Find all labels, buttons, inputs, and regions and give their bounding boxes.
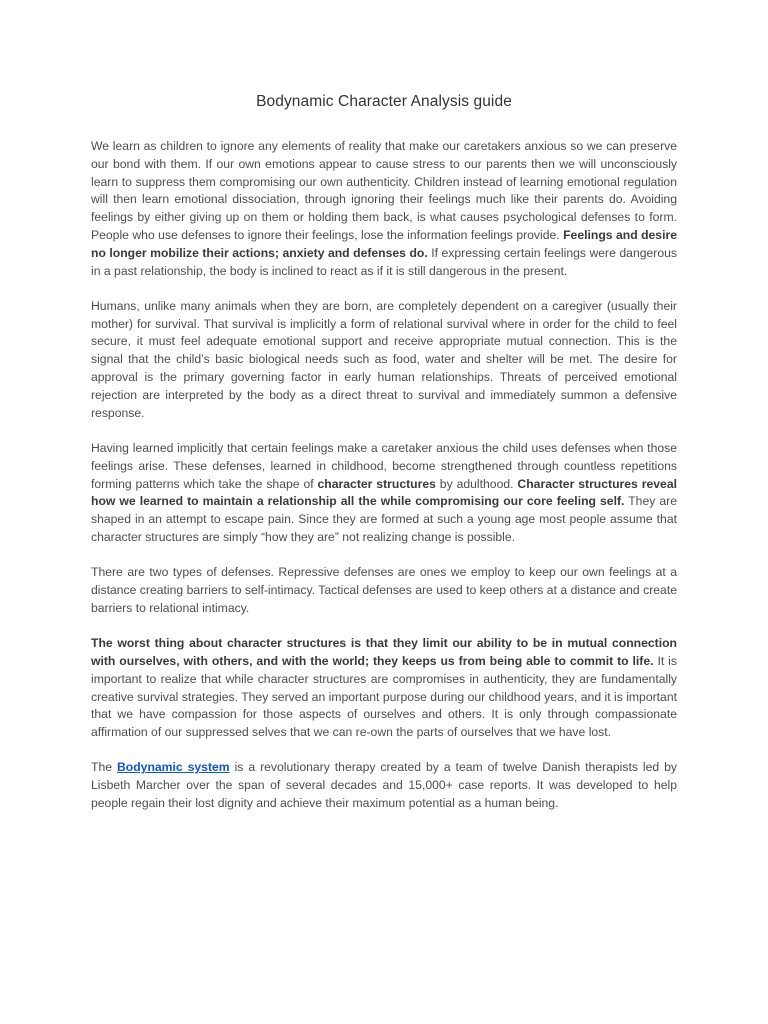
paragraph-4 bbox=[91, 564, 677, 617]
paragraph-text: It is important to realize that while character structures are compromises in authenticity, they are fundamentally creative survival strategies. They served an important purpose during our childhood years, and it is important that we have compassion for those aspects of ourselves and others. It is only through compassionate affirmation of our suppressed selves that we can re-own the parts of ourselves that we have lost. bbox=[91, 653, 677, 740]
paragraph-5 bbox=[91, 635, 677, 742]
paragraph-text: by adulthood. bbox=[435, 476, 518, 491]
bodynamic-system-link[interactable]: Bodynamic system bbox=[116, 760, 230, 775]
document-page bbox=[91, 0, 677, 813]
paragraph-text: We learn as children to ignore any elements of reality that make our caretakers anxious so we can preserve our bond with them. If our own emotions appear to cause stress to our parents then we will unconsciously learn to suppress them compromising our own authenticity. Children instead of learning emotional regulation will then learn emotional dissociation, through ignoring their feelings much like their parents do. Avoiding feelings by either giving up on them or holding them back, is what causes psychological defenses to form. People who use defenses to ignore their feelings, lose the information feelings provide. bbox=[91, 139, 677, 242]
bold-text: Feelings and desire no longer mobilize their actions; anxiety and defenses do. bbox=[91, 227, 677, 260]
paragraph-3 bbox=[91, 440, 677, 547]
paragraph-text: Having learned implicitly that certain feelings make a caretaker anxious the child uses defenses when those feelings arise. These defenses, learned in childhood, become strengthened through countless repetitions forming patterns which take the shape of bbox=[91, 440, 677, 491]
paragraph-6 bbox=[91, 759, 677, 812]
bold-text: character structures bbox=[317, 476, 436, 491]
paragraph-text: Humans, unlike many animals when they are born, are completely dependent on a caregiver (usually their mother) for survival. That survival is implicitly a form of relational survival where in order for the child to feel secure, it must feel adequate emotional support and receive appropriate mutual connection. This is the signal that the child’s basic biological needs such as food, water and shelter will be met. The desire for approval is the primary governing factor in early human relationships. Threats of perceived emotional rejection are interpreted by the body as a direct threat to survival and immediately summon a defensive response. bbox=[91, 298, 677, 420]
bold-text: The worst thing about character structures is that they limit our ability to be in mutual connection with ourselves, with others, and with the world; they keeps us from being able to commit to life. bbox=[91, 636, 677, 668]
paragraph-2 bbox=[91, 298, 677, 423]
paragraph-text: If expressing certain feelings were dangerous in a past relationship, the body is inclined to react as if it is still dangerous in the present. bbox=[91, 245, 677, 278]
paragraph-text: There are two types of defenses. Repressive defenses are ones we employ to keep our own feelings at a distance creating barriers to self-intimacy. Tactical defenses are used to keep others at a distance and create barriers to relational intimacy. bbox=[91, 565, 677, 615]
paragraph-text: The bbox=[91, 760, 117, 775]
document-title: Bodynamic Character Analysis guide bbox=[256, 93, 512, 110]
paragraph-text: is a revolutionary therapy created by a team of twelve Danish therapists led by Lisbeth Marcher over the span of several decades and 15,000+ case reports. It was developed to help people regain their lost dignity and achieve their maximum potential as a human being. bbox=[91, 760, 677, 810]
paragraph-text: They are shaped in an attempt to escape pain. Since they are formed at such a young age most people assume that character structures are simply “how they are” not realizing change is possible. bbox=[91, 494, 677, 544]
paragraph-1 bbox=[91, 138, 677, 280]
bold-text: Character structures reveal how we learned to maintain a relationship all the while compromising our core feeling self. bbox=[91, 476, 677, 509]
